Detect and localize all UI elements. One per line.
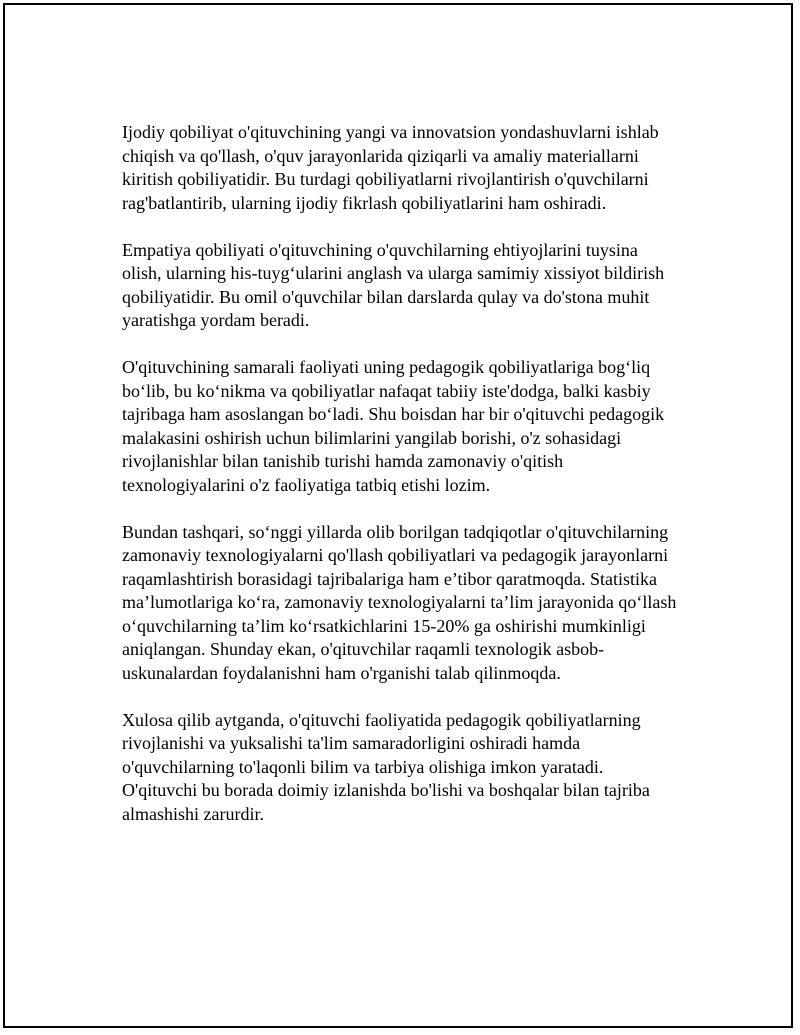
paragraph-conclusion [122, 709, 702, 827]
text-line: uskunalardan foydalanishni ham o'rganishi talab qilinmoqda. [122, 662, 561, 683]
text-line: chiqish va qo'llash, o'quv jarayonlarida qiziqarli va amaliy materiallarni [122, 145, 639, 166]
paragraph-empathy-ability [122, 239, 702, 333]
text-line: raqamlashtirish borasidagi tajribalariga ham e’tibor qaratmoqda. Statistika [122, 568, 658, 589]
paragraph-creative-ability [122, 121, 702, 215]
text-line: rivojlanishi va yuksalishi ta'lim samaradorligini oshiradi hamda [122, 733, 581, 753]
text-line: O'qituvchining samarali faoliyati uning pedagogik qobiliyatlariga bog‘liq [122, 357, 651, 377]
text-line: Xulosa qilib aytganda, o'qituvchi faoliyatida pedagogik qobiliyatlarning [122, 709, 641, 730]
text-line: Bundan tashqari, so‘nggi yillarda olib borilgan tadqiqotlar o'qituvchilarning [122, 521, 669, 542]
text-line: o‘quvchilarning ta’lim ko‘rsatkichlarini 15-20% ga oshirishi mumkinligi [122, 615, 646, 636]
text-line: o'quvchilarning to'laqonli bilim va tarbiya olishiga imkon yaratadi. [122, 756, 604, 777]
text-line: aniqlangan. Shunday ekan, o'qituvchilar raqamli texnologik asbob- [122, 639, 605, 659]
text-line: Empatiya qobiliyati o'qituvchining o'quvchilarning ehtiyojlarini tuysina [122, 239, 638, 260]
text-line: malakasini oshirish uchun bilimlarini yangilab borishi, o'z sohasidagi [122, 427, 622, 448]
text-line: bo‘lib, bu ko‘nikma va qobiliyatlar nafaqat tabiiy iste'dodga, balki kasbiy [122, 380, 651, 401]
text-line: yaratishga yordam beradi. [122, 310, 310, 330]
text-line: kiritish qobiliyatidir. Bu turdagi qobiliyatlarni rivojlantirish o'quvchilarni [122, 169, 649, 189]
text-line: rag'batlantirib, ularning ijodiy fikrlash qobiliyatlarini ham oshiradi. [122, 192, 607, 213]
text-line: tajribaga ham asoslangan bo‘ladi. Shu boisdan har bir o'qituvchi pedagogik [122, 404, 665, 424]
document-body [122, 121, 702, 826]
paragraph-effective-activity [122, 356, 702, 497]
text-line: ma’lumotlariga ko‘ra, zamonaviy texnologiyalarni ta’lim jarayonida qo‘llash [122, 592, 677, 612]
text-line: zamonaviy texnologiyalarni qo'llash qobiliyatlari va pedagogik jarayonlarni [122, 545, 669, 565]
text-line: almashishi zarurdir. [122, 803, 264, 824]
text-line: Ijodiy qobiliyat o'qituvchining yangi va innovatsion yondashuvlarni ishlab [122, 122, 659, 142]
text-line: O'qituvchi bu borada doimiy izlanishda bo'lishi va boshqalar bilan tajriba [122, 780, 650, 800]
paragraph-modern-technologies [122, 521, 702, 686]
text-line: qobiliyatidir. Bu omil o'quvchilar bilan darslarda qulay va do'stona muhit [122, 286, 650, 307]
page-frame [3, 3, 793, 1028]
text-line: olish, ularning his-tuyg‘ularini anglash va ularga samimiy xissiyot bildirish [122, 263, 665, 283]
text-line: rivojlanishlar bilan tanishib turishi hamda zamonaviy o'qitish [122, 451, 564, 471]
text-line: texnologiyalarini o'z faoliyatiga tatbiq etishi lozim. [122, 474, 491, 495]
